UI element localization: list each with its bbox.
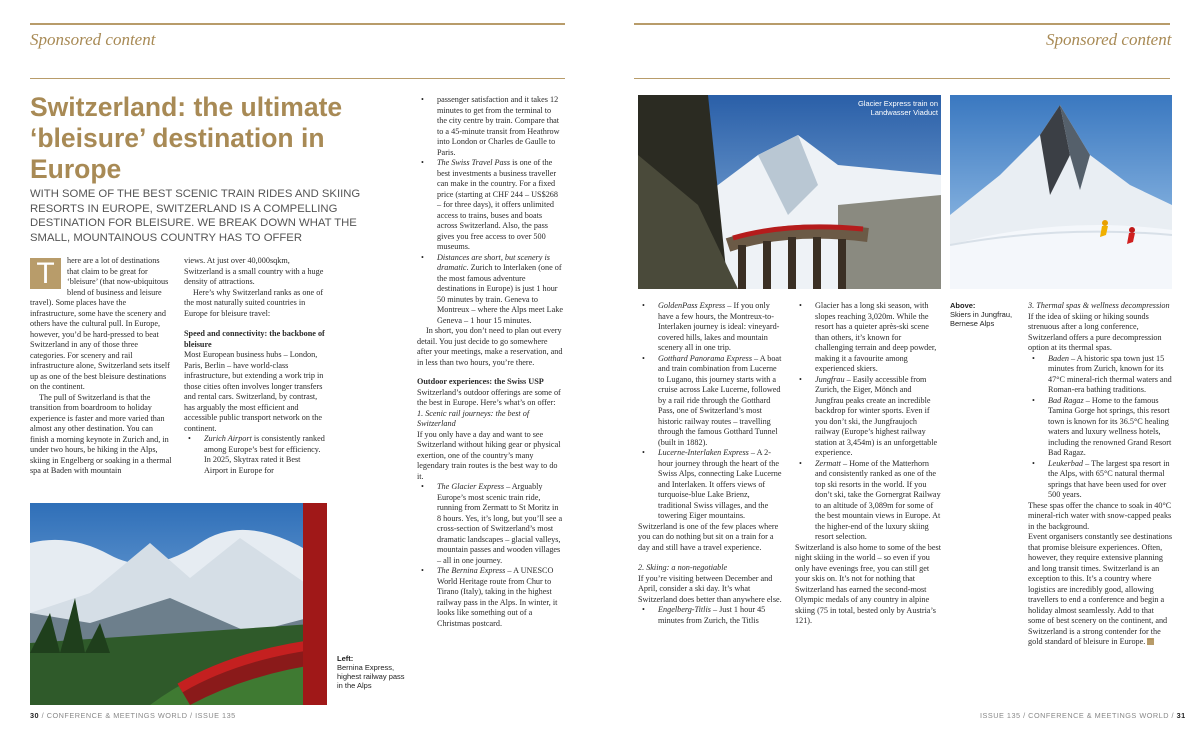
column-4: [638, 301, 784, 626]
header-rule-right: [634, 78, 1170, 79]
column-6: [1028, 301, 1172, 648]
bernina-express-photo: [30, 503, 327, 705]
col6-bullet-2: • Bad Ragaz – Home to the famous Tamina Gorge hot springs, this resort town is known for its 36.5°C healing waters and luxury wellness hotels, including the renowned Grand Resort Bad Ragaz.: [1028, 396, 1172, 459]
column-1: [30, 256, 172, 477]
column-5: [795, 301, 941, 627]
col6-bullet-1: • Baden – A historic spa town just 15 minutes from Zurich, known for its 47°C mineral-rich thermal waters and Roman-era bathing traditions.: [1028, 354, 1172, 396]
left-photo-caption: Left: Bernina Express, highest railway pass in the Alps: [337, 654, 405, 690]
col4-para-2: If you’re visiting between December and April, consider a ski day. It’s what Switzerland does better than anywhere else.: [638, 573, 782, 604]
col6-subhead: 3. Thermal spas & wellness decompression: [1028, 301, 1170, 310]
col3-bullet-4: • The Glacier Express – Arguably Europe’s most scenic train ride, running from Zermatt to St Moritz in 8 hours. Yes, it’s long, but you’ll see a cross-section of Switzerland’s most dramatic landscapes – glacial valleys, mountain passes and wooden villages – all in one journey.: [417, 482, 563, 566]
col4-bullet-2: • Gotthard Panorama Express – A boat and train combination from Lucerne to Lugano, this journey starts with a cruise across Lake Lucerne, followed by a rail ride through the Gotthard Pass, one of Switzerland’s most historic railway routes – travelling through the famous Gotthard Tunnel (built in 1882).: [638, 354, 784, 449]
end-mark-icon: [1147, 638, 1154, 645]
col4-para-1: Switzerland is one of the few places where you can do nothing but sit on a train for a day and still have a travel experience.: [638, 521, 779, 552]
page-number-right: 31: [1176, 711, 1186, 720]
above-photo-caption: Above: Skiers in Jungfrau, Bernese Alps: [950, 301, 1013, 328]
top-rule-left: [30, 23, 565, 25]
glacier-express-image: [638, 95, 941, 289]
col5-bullet-4-cont: • Glacier has a long ski season, with slopes reaching 3,020m. While the resort has a quieter après-ski scene than others, it’s known for challenging terrain and deep powder, making it a favourite among experienced skiers.: [795, 301, 941, 375]
glacier-express-photo: [638, 95, 941, 289]
col5-bullet-6: • Zermatt – Home of the Matterhorn and consistently ranked as one of the top ski resorts in the world. If you don’t ski, take the Gornergrat Railway to an altitude of 3,089m for some of the best mountain views in Europe. At the higher-end of the luxury skiing resort selection.: [795, 459, 941, 543]
col4-bullet-4: • Engelberg-Titlis – Just 1 hour 45 minutes from Zurich, the Titlis: [638, 605, 784, 626]
col2-heading: Speed and connectivity: the backbone of bleisure: [184, 329, 325, 349]
col2-bullet-1: • Zurich Airport is consistently ranked among Europe’s best for efficiency. In 2025, Skytrax rated it Best Airport in Europe for: [184, 434, 326, 476]
header-rule-left: [30, 78, 565, 79]
col3-subhead-1: 1. Scenic rail journeys: the best of Switzerland: [417, 408, 530, 428]
col5-para-1: Switzerland is also home to some of the best night skiing in the world – so even if you only have evenings free, you can still get your skis on. It’s not for nothing that Switzerland has earned the second-most Olympic medals of any country in alpine skiing (75 in total, bested only by Austria’s 121).: [795, 542, 941, 625]
sponsored-label-left: Sponsored content: [30, 30, 156, 49]
column-3: [417, 95, 563, 629]
col4-subhead: 2. Skiing: a non-negotiable: [638, 563, 728, 572]
col2-para-2: Here’s why Switzerland ranks as one of the most naturally suited countries in Europe for bleisure travel:: [184, 287, 324, 318]
footer-left: [30, 711, 236, 720]
col1-para-1: here are a lot of destinations that claim to be great for ‘bleisure’ (that now-ubiquitous blend of business and leisure travel). Some places have the infrastructure, some have the scenery and others have the cultural pull. In Europe, however, you’d be hard-pressed to beat Switzerland in any of those three categories. For scenery and rail infrastructure alone, Switzerland sets itself up as one of the best bleisure destinations on the continent.: [30, 256, 170, 391]
col1-para-2: The pull of Switzerland is that the transition from boardroom to holiday experience is faster and more varied than almost any other destination. You can finish a morning keynote in Zurich and, in under two hours, be hiking in the Alps, skiing in Engelberg or soaking in a thermal spa at Baden with mountain: [30, 392, 172, 475]
bernina-express-image: [30, 503, 327, 705]
col4-bullet-3: • Lucerne-Interlaken Express – A 2-hour journey through the heart of the Swiss Alps, connecting Lake Lucerne and Interlaken. It offers views of turquoise-blue Lake Brienz, traditional Swiss villages, and the towering Eiger mountains.: [638, 448, 784, 522]
glacier-overlay-caption: Glacier Express train on Landwasser Viaduct: [857, 99, 938, 117]
col4-bullet-1: • GoldenPass Express – If you only have a few hours, the Montreux-to-Interlaken journey is ideal: vineyard-covered hills, lakes and mountain scenery all in one trip.: [638, 301, 784, 354]
jungfrau-skiers-image: [950, 95, 1172, 289]
col3-para-3: If you only have a day and want to see Switzerland without hiking gear or physical exertion, one of the country’s many legendary train routes is the best way to do it.: [417, 429, 561, 481]
col2-para-1: views. At just over 40,000sqkm, Switzerland is a small country with a huge density of attractions.: [184, 256, 324, 286]
col6-para-3: Event organisers constantly see destinations that promise bleisure experiences. Often, however, they require extensive planning and long transit times. Switzerland is an exception to this. It’s a country where logistics are incredibly good, allowing travellers to end a conference and begin a holiday almost seamlessly. Add to that some of best scenery on the continent, and Switzerland is a strong contender for the gold standard of bleisure in Europe.: [1028, 532, 1173, 646]
footer-left-text: / CONFERENCE & MEETINGS WORLD / ISSUE 135: [41, 711, 236, 720]
col3-heading: Outdoor experiences: the Swiss USP: [417, 377, 544, 386]
drop-cap: T: [30, 258, 61, 289]
col3-bullet-3: • Distances are short, but scenery is dramatic. Zurich to Interlaken (one of the most famous adventure destinations in Europe) is just 1 hour 50 minutes by train. Geneva to Montreux – where the Alps meet Lake Geneva – 1 hour 15 minutes.: [417, 253, 563, 327]
col3-bullet-5: • The Bernina Express – A UNESCO World Heritage route from Chur to Tirano (Italy), taking in the highest railway pass in the Alps. In winter, it looks like something out of a Christmas postcard.: [417, 566, 563, 629]
col3-bullet-2: • The Swiss Travel Pass is one of the best investments a business traveller can make in the country. For a fixed price (starting at CHF 244 – US$268 – for three days), it offers unlimited access to trains, buses and boats across Switzerland. Also, the pass gives you free access to over 500 museums.: [417, 158, 563, 253]
footer-right-text: ISSUE 135 / CONFERENCE & MEETINGS WORLD /: [980, 711, 1175, 720]
column-2: [184, 256, 326, 476]
col5-bullet-5: • Jungfrau – Easily accessible from Zurich, the Eiger, Mönch and Jungfrau peaks create an incredible backdrop for winter sports. Even if you don’t ski, the Jungfraujoch railway (Europe’s highest railway station at 3,454m) is an unforgettable experience.: [795, 375, 941, 459]
col6-para-1: If the idea of skiing or hiking sounds strenuous after a long conference, Switzerland offers a pure decompression option at its thermal spas.: [1028, 311, 1162, 352]
col3-bullet-1-cont: • passenger satisfaction and it takes 12 minutes to get from the terminal to the city centre by train. Compare that to a 45-minute transit from Heathrow into London or Charles de Gaulle to Paris.: [417, 95, 563, 158]
col6-para-2: These spas offer the chance to soak in 40°C mineral-rich water with snow-capped peaks in the background.: [1028, 500, 1172, 531]
footer-right: [980, 711, 1186, 720]
jungfrau-skiers-photo: [950, 95, 1172, 289]
col6-bullet-3: • Leukerbad – The largest spa resort in the Alps, with 65°C natural thermal springs that have been used for over 500 years.: [1028, 459, 1172, 501]
page-number-left: 30: [30, 711, 40, 720]
col3-para-1: In short, you don’t need to plan out every detail. You just decide to go somewhere after your meetings, make a reservation, and in less than two hours, you’re there.: [417, 326, 563, 367]
article-title: Switzerland: the ultimate ‘bleisure’ destination in Europe: [30, 92, 343, 184]
sponsored-label-right: Sponsored content: [1046, 30, 1172, 49]
col2-para-3: Most European business hubs – London, Paris, Berlin – have world-class infrastructure, but extending a work trip in those cities often involves longer transfers and rental cars. Switzerland, by contrast, has arguably the most efficient and accessible public transport network on the continent.: [184, 350, 324, 433]
article-standfirst: WITH SOME OF THE BEST SCENIC TRAIN RIDES AND SKIING RESORTS IN EUROPE, SWITZERLAND IS A COMPELLING DESTINATION FOR BLEISURE. WE BREAK DOWN WHAT THE SMALL, MOUNTAINOUS COUNTRY HAS TO OFFER: [30, 188, 361, 244]
col3-para-2: Switzerland’s outdoor offerings are some of the best in Europe. Here’s what’s on offer:: [417, 387, 561, 407]
top-rule-right: [634, 23, 1170, 25]
